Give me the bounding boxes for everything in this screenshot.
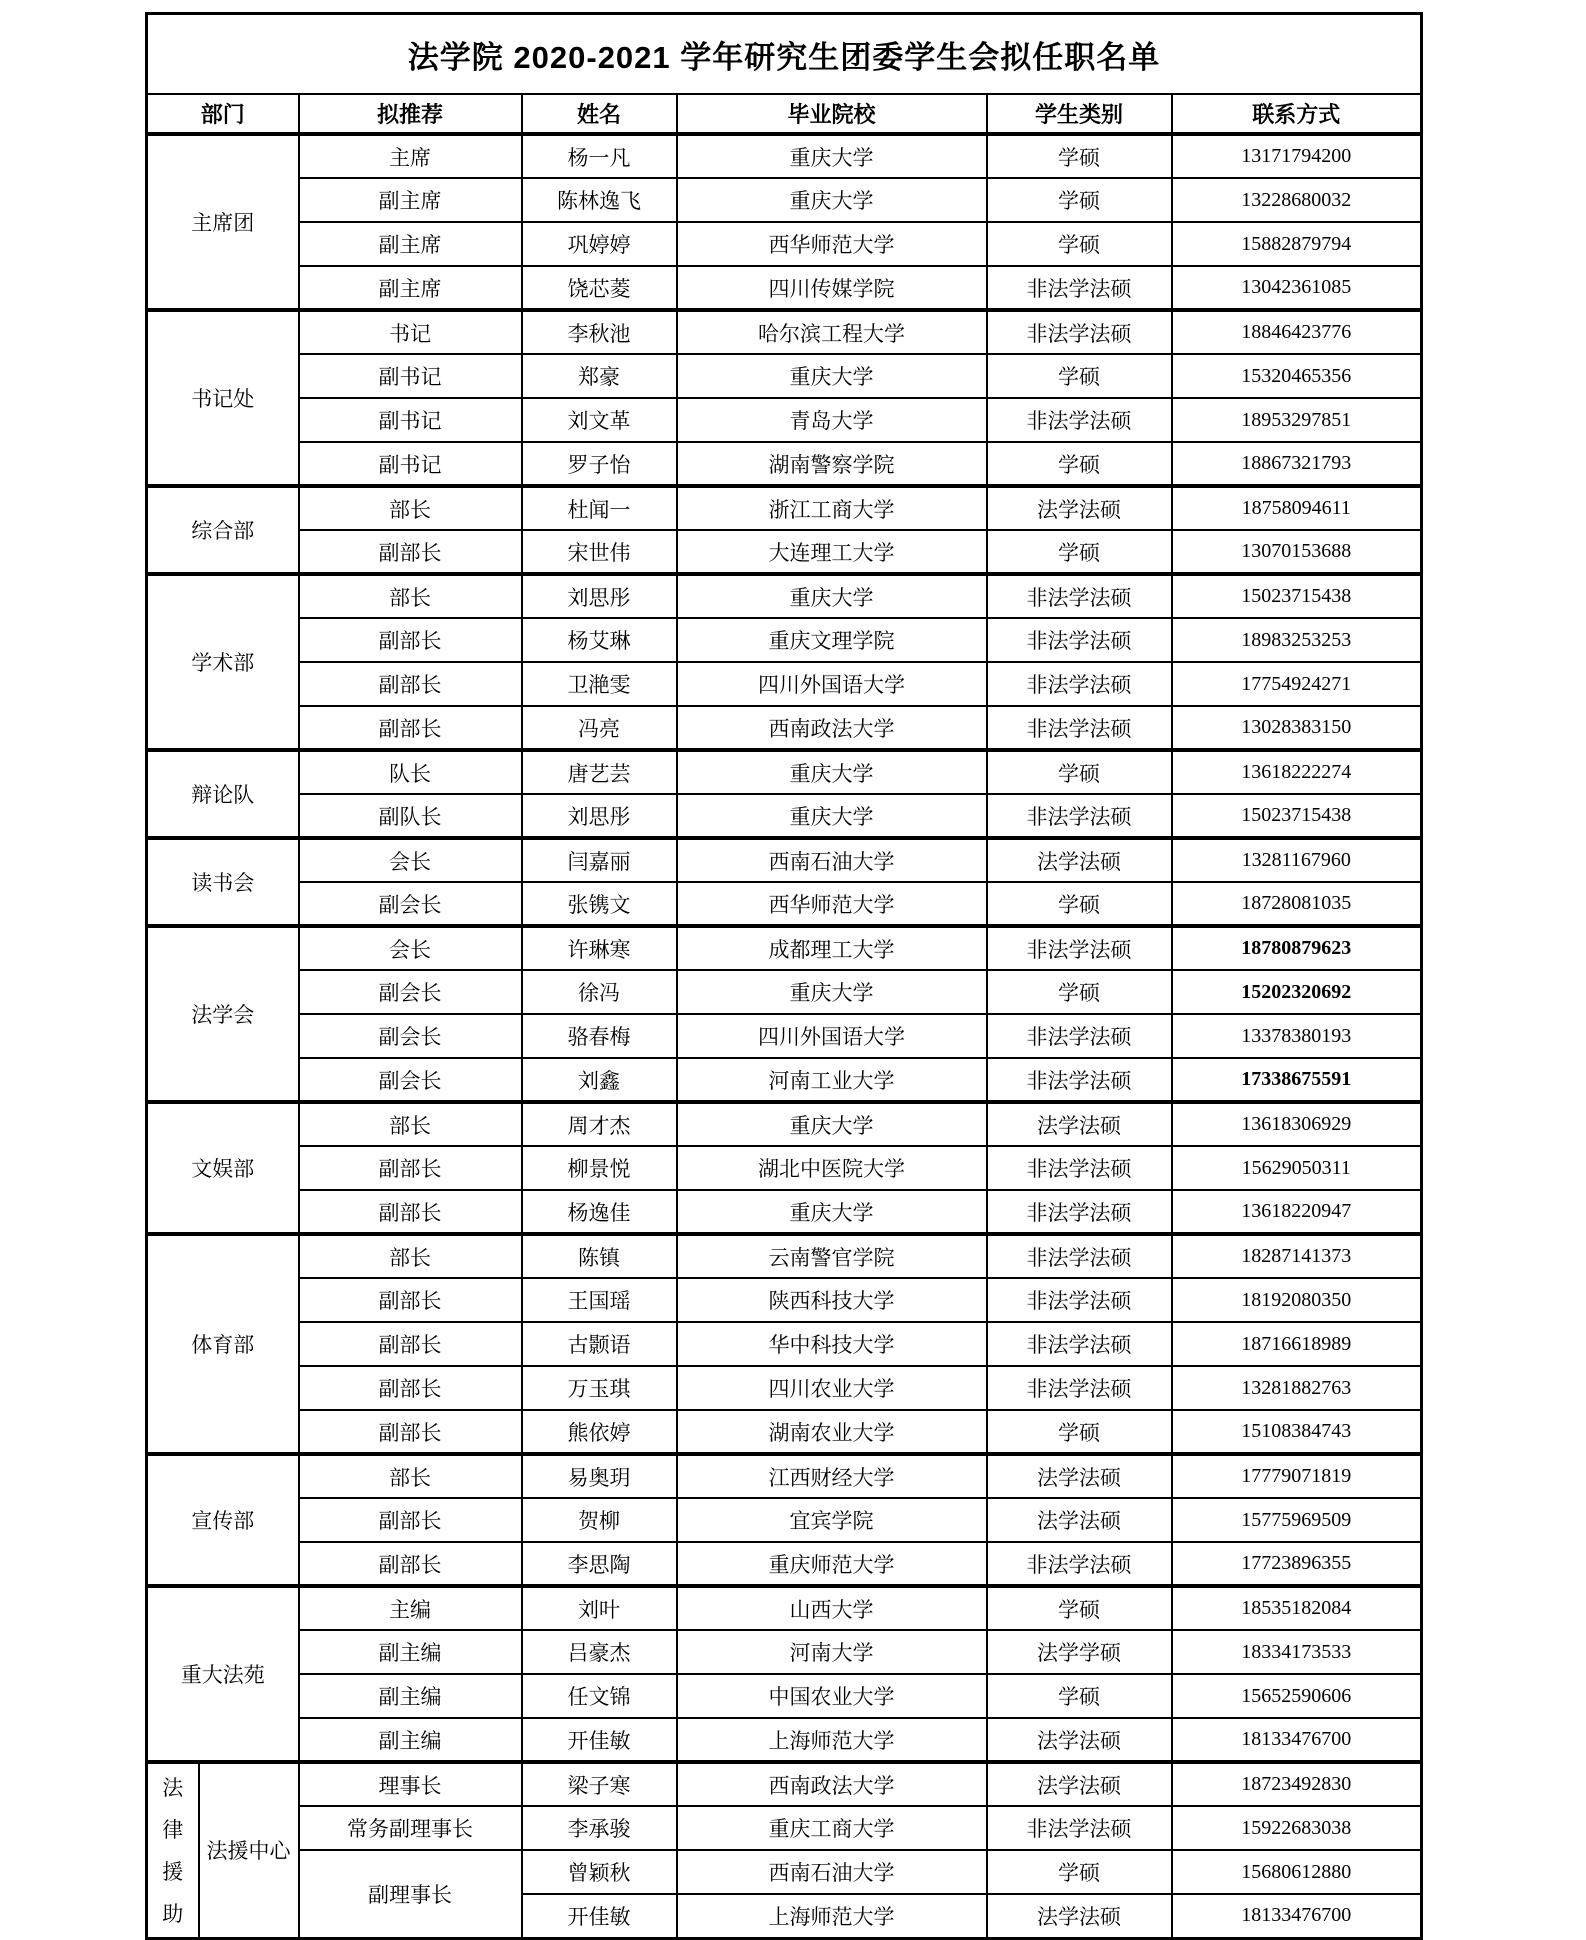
page-title: 法学院 2020-2021 学年研究生团委学生会拟任职名单	[147, 14, 1422, 95]
category-cell: 非法学法硕	[987, 794, 1172, 838]
category-cell: 法学学硕	[987, 1630, 1172, 1674]
category-cell: 非法学法硕	[987, 398, 1172, 442]
category-cell: 学硕	[987, 1410, 1172, 1454]
category-cell: 法学法硕	[987, 1718, 1172, 1762]
position-cell: 副部长	[299, 1146, 522, 1190]
table-row	[147, 706, 1422, 750]
name-cell: 卫滟雯	[522, 662, 677, 706]
table-row	[147, 1278, 1422, 1322]
phone-cell: 18846423776	[1172, 310, 1422, 354]
school-cell: 宜宾学院	[677, 1498, 987, 1542]
category-cell: 学硕	[987, 222, 1172, 266]
table-row	[147, 442, 1422, 486]
phone-cell: 15320465356	[1172, 354, 1422, 398]
phone-cell: 15629050311	[1172, 1146, 1422, 1190]
category-cell: 非法学法硕	[987, 662, 1172, 706]
phone-cell: 15023715438	[1172, 794, 1422, 838]
category-cell: 非法学法硕	[987, 1278, 1172, 1322]
phone-cell: 18983253253	[1172, 618, 1422, 662]
name-cell: 熊依婷	[522, 1410, 677, 1454]
school-cell: 重庆师范大学	[677, 1542, 987, 1586]
table-row	[147, 1498, 1422, 1542]
category-cell: 非法学法硕	[987, 1190, 1172, 1234]
school-cell: 西华师范大学	[677, 222, 987, 266]
category-cell: 非法学法硕	[987, 310, 1172, 354]
school-cell: 西华师范大学	[677, 882, 987, 926]
name-cell: 柳景悦	[522, 1146, 677, 1190]
phone-cell: 13281167960	[1172, 838, 1422, 882]
position-cell: 副部长	[299, 706, 522, 750]
school-cell: 湖北中医院大学	[677, 1146, 987, 1190]
position-cell: 副主席	[299, 266, 522, 310]
position-cell: 副部长	[299, 1190, 522, 1234]
category-cell: 学硕	[987, 1586, 1172, 1630]
phone-cell: 15108384743	[1172, 1410, 1422, 1454]
position-cell: 理事长	[299, 1762, 522, 1806]
position-cell: 常务副理事长	[299, 1806, 522, 1850]
category-cell: 非法学法硕	[987, 618, 1172, 662]
category-cell: 非法学法硕	[987, 926, 1172, 970]
position-cell: 副部长	[299, 1542, 522, 1586]
category-cell: 非法学法硕	[987, 574, 1172, 618]
table-row	[147, 1366, 1422, 1410]
sub-department-label: 法援中心	[199, 1762, 299, 1938]
table-row	[147, 1146, 1422, 1190]
category-cell: 法学法硕	[987, 1102, 1172, 1146]
phone-cell: 15652590606	[1172, 1674, 1422, 1718]
category-cell: 法学法硕	[987, 1894, 1172, 1938]
name-cell: 唐艺芸	[522, 750, 677, 794]
table-row	[147, 750, 1422, 794]
position-cell: 部长	[299, 486, 522, 530]
name-cell: 冯亮	[522, 706, 677, 750]
position-cell: 主编	[299, 1586, 522, 1630]
school-cell: 湖南农业大学	[677, 1410, 987, 1454]
position-cell: 部长	[299, 574, 522, 618]
school-cell: 大连理工大学	[677, 530, 987, 574]
phone-cell: 13618222274	[1172, 750, 1422, 794]
position-cell: 副部长	[299, 1278, 522, 1322]
category-cell: 学硕	[987, 442, 1172, 486]
table-row	[147, 1630, 1422, 1674]
department-label: 重大法苑	[147, 1586, 299, 1762]
department-label: 体育部	[147, 1234, 299, 1454]
phone-cell: 18723492830	[1172, 1762, 1422, 1806]
school-cell: 西南石油大学	[677, 838, 987, 882]
phone-cell: 18780879623	[1172, 926, 1422, 970]
name-cell: 贺柳	[522, 1498, 677, 1542]
table-row	[147, 618, 1422, 662]
phone-cell: 18758094611	[1172, 486, 1422, 530]
department-vertical-label	[147, 1762, 199, 1938]
name-cell: 刘思彤	[522, 794, 677, 838]
department-label: 文娱部	[147, 1102, 299, 1234]
name-cell: 徐冯	[522, 970, 677, 1014]
phone-cell: 13028383150	[1172, 706, 1422, 750]
position-cell: 副书记	[299, 442, 522, 486]
school-cell: 华中科技大学	[677, 1322, 987, 1366]
school-cell: 重庆文理学院	[677, 618, 987, 662]
phone-cell: 13618306929	[1172, 1102, 1422, 1146]
name-cell: 曾颖秋	[522, 1850, 677, 1894]
category-cell: 非法学法硕	[987, 1806, 1172, 1850]
phone-cell: 18535182084	[1172, 1586, 1422, 1630]
department-label: 综合部	[147, 486, 299, 574]
table-row	[147, 266, 1422, 310]
phone-cell: 13042361085	[1172, 266, 1422, 310]
school-cell: 重庆大学	[677, 1190, 987, 1234]
school-cell: 重庆大学	[677, 354, 987, 398]
table-row	[147, 310, 1422, 354]
category-cell: 学硕	[987, 134, 1172, 178]
category-cell: 学硕	[987, 1850, 1172, 1894]
category-cell: 非法学法硕	[987, 1322, 1172, 1366]
table-row	[147, 882, 1422, 926]
col-header-name: 姓名	[522, 94, 677, 134]
col-header-phone: 联系方式	[1172, 94, 1422, 134]
position-cell: 副主席	[299, 222, 522, 266]
category-cell: 非法学法硕	[987, 1058, 1172, 1102]
phone-cell: 13378380193	[1172, 1014, 1422, 1058]
category-cell: 学硕	[987, 970, 1172, 1014]
table-row	[147, 1410, 1422, 1454]
table-row	[147, 662, 1422, 706]
table-row	[147, 1850, 1422, 1894]
phone-cell: 18287141373	[1172, 1234, 1422, 1278]
position-cell: 副部长	[299, 1410, 522, 1454]
phone-cell: 18133476700	[1172, 1894, 1422, 1938]
name-cell: 王国瑶	[522, 1278, 677, 1322]
table-row	[147, 1806, 1422, 1850]
position-cell: 副部长	[299, 1498, 522, 1542]
name-cell: 开佳敏	[522, 1718, 677, 1762]
category-cell: 非法学法硕	[987, 706, 1172, 750]
category-cell: 非法学法硕	[987, 1234, 1172, 1278]
position-cell: 副主编	[299, 1674, 522, 1718]
position-cell: 副主编	[299, 1718, 522, 1762]
department-label: 主席团	[147, 134, 299, 310]
department-label: 宣传部	[147, 1454, 299, 1586]
position-cell: 会长	[299, 926, 522, 970]
phone-cell: 18192080350	[1172, 1278, 1422, 1322]
name-cell: 刘鑫	[522, 1058, 677, 1102]
position-cell: 书记	[299, 310, 522, 354]
name-cell: 万玉琪	[522, 1366, 677, 1410]
phone-cell: 15775969509	[1172, 1498, 1422, 1542]
school-cell: 重庆大学	[677, 1102, 987, 1146]
category-cell: 非法学法硕	[987, 1366, 1172, 1410]
school-cell: 河南工业大学	[677, 1058, 987, 1102]
table-row	[147, 970, 1422, 1014]
school-cell: 重庆大学	[677, 970, 987, 1014]
table-row	[147, 1014, 1422, 1058]
name-cell: 杨一凡	[522, 134, 677, 178]
table-body	[147, 134, 1422, 1938]
title-row	[147, 14, 1422, 95]
table-row	[147, 354, 1422, 398]
name-cell: 郑豪	[522, 354, 677, 398]
category-cell: 非法学法硕	[987, 266, 1172, 310]
name-cell: 易奥玥	[522, 1454, 677, 1498]
school-cell: 湖南警察学院	[677, 442, 987, 486]
name-cell: 吕豪杰	[522, 1630, 677, 1674]
name-cell: 骆春梅	[522, 1014, 677, 1058]
name-cell: 古颢语	[522, 1322, 677, 1366]
phone-cell: 17338675591	[1172, 1058, 1422, 1102]
col-header-category: 学生类别	[987, 94, 1172, 134]
position-cell: 副会长	[299, 1058, 522, 1102]
name-cell: 张镌文	[522, 882, 677, 926]
table-row	[147, 1762, 1422, 1806]
table-row	[147, 926, 1422, 970]
position-cell: 主席	[299, 134, 522, 178]
name-cell: 罗子怡	[522, 442, 677, 486]
table-row	[147, 134, 1422, 178]
category-cell: 学硕	[987, 530, 1172, 574]
category-cell: 法学法硕	[987, 1498, 1172, 1542]
school-cell: 重庆大学	[677, 794, 987, 838]
category-cell: 学硕	[987, 882, 1172, 926]
category-cell: 法学法硕	[987, 1454, 1172, 1498]
position-cell: 副主编	[299, 1630, 522, 1674]
table-row	[147, 1674, 1422, 1718]
school-cell: 西南政法大学	[677, 706, 987, 750]
name-cell: 闫嘉丽	[522, 838, 677, 882]
department-label: 读书会	[147, 838, 299, 926]
phone-cell: 13171794200	[1172, 134, 1422, 178]
phone-cell: 15023715438	[1172, 574, 1422, 618]
col-header-department: 部门	[147, 94, 299, 134]
school-cell: 重庆大学	[677, 178, 987, 222]
name-cell: 杨艾琳	[522, 618, 677, 662]
table-row	[147, 1058, 1422, 1102]
category-cell: 学硕	[987, 178, 1172, 222]
category-cell: 非法学法硕	[987, 1146, 1172, 1190]
school-cell: 四川外国语大学	[677, 662, 987, 706]
position-cell: 副部长	[299, 1322, 522, 1366]
school-cell: 中国农业大学	[677, 1674, 987, 1718]
phone-cell: 13618220947	[1172, 1190, 1422, 1234]
school-cell: 江西财经大学	[677, 1454, 987, 1498]
position-cell: 副书记	[299, 398, 522, 442]
header-row	[147, 94, 1422, 134]
school-cell: 云南警官学院	[677, 1234, 987, 1278]
school-cell: 四川农业大学	[677, 1366, 987, 1410]
phone-cell: 18728081035	[1172, 882, 1422, 926]
school-cell: 上海师范大学	[677, 1718, 987, 1762]
position-cell: 副书记	[299, 354, 522, 398]
appointment-table	[145, 12, 1423, 1940]
name-cell: 陈林逸飞	[522, 178, 677, 222]
table-row	[147, 794, 1422, 838]
school-cell: 浙江工商大学	[677, 486, 987, 530]
department-vertical-text: 法 律 援 助	[162, 1776, 184, 1927]
school-cell: 重庆大学	[677, 134, 987, 178]
name-cell: 开佳敏	[522, 1894, 677, 1938]
department-label: 学术部	[147, 574, 299, 750]
position-cell: 部长	[299, 1102, 522, 1146]
table-row	[147, 178, 1422, 222]
phone-cell: 15882879794	[1172, 222, 1422, 266]
position-cell: 副部长	[299, 1366, 522, 1410]
school-cell: 四川传媒学院	[677, 266, 987, 310]
name-cell: 刘叶	[522, 1586, 677, 1630]
name-cell: 巩婷婷	[522, 222, 677, 266]
school-cell: 西南石油大学	[677, 1850, 987, 1894]
school-cell: 重庆大学	[677, 750, 987, 794]
category-cell: 学硕	[987, 750, 1172, 794]
position-cell: 部长	[299, 1454, 522, 1498]
phone-cell: 18716618989	[1172, 1322, 1422, 1366]
name-cell: 许琳寒	[522, 926, 677, 970]
name-cell: 杜闻一	[522, 486, 677, 530]
phone-cell: 15680612880	[1172, 1850, 1422, 1894]
school-cell: 青岛大学	[677, 398, 987, 442]
category-cell: 法学法硕	[987, 838, 1172, 882]
table-row	[147, 1190, 1422, 1234]
table-row	[147, 398, 1422, 442]
table-row	[147, 838, 1422, 882]
position-cell: 副部长	[299, 662, 522, 706]
table-row	[147, 530, 1422, 574]
phone-cell: 17779071819	[1172, 1454, 1422, 1498]
position-cell: 副部长	[299, 618, 522, 662]
phone-cell: 17754924271	[1172, 662, 1422, 706]
school-cell: 上海师范大学	[677, 1894, 987, 1938]
table-row	[147, 1718, 1422, 1762]
name-cell: 李承骏	[522, 1806, 677, 1850]
phone-cell: 18953297851	[1172, 398, 1422, 442]
school-cell: 四川外国语大学	[677, 1014, 987, 1058]
name-cell: 任文锦	[522, 1674, 677, 1718]
phone-cell: 13281882763	[1172, 1366, 1422, 1410]
department-label: 书记处	[147, 310, 299, 486]
position-cell: 副队长	[299, 794, 522, 838]
table-row	[147, 1322, 1422, 1366]
school-cell: 陕西科技大学	[677, 1278, 987, 1322]
school-cell: 山西大学	[677, 1586, 987, 1630]
name-cell: 宋世伟	[522, 530, 677, 574]
school-cell: 重庆工商大学	[677, 1806, 987, 1850]
name-cell: 杨逸佳	[522, 1190, 677, 1234]
name-cell: 陈镇	[522, 1234, 677, 1278]
position-cell: 会长	[299, 838, 522, 882]
category-cell: 法学法硕	[987, 1762, 1172, 1806]
table-row	[147, 1102, 1422, 1146]
name-cell: 梁子寒	[522, 1762, 677, 1806]
department-label: 法学会	[147, 926, 299, 1102]
name-cell: 李秋池	[522, 310, 677, 354]
phone-cell: 18334173533	[1172, 1630, 1422, 1674]
phone-cell: 13070153688	[1172, 530, 1422, 574]
position-cell: 副会长	[299, 882, 522, 926]
phone-cell: 13228680032	[1172, 178, 1422, 222]
category-cell: 非法学法硕	[987, 1014, 1172, 1058]
table-row	[147, 1542, 1422, 1586]
school-cell: 成都理工大学	[677, 926, 987, 970]
position-cell: 副会长	[299, 1014, 522, 1058]
name-cell: 李思陶	[522, 1542, 677, 1586]
table-row	[147, 1586, 1422, 1630]
position-cell: 部长	[299, 1234, 522, 1278]
school-cell: 重庆大学	[677, 574, 987, 618]
category-cell: 学硕	[987, 1674, 1172, 1718]
category-cell: 法学法硕	[987, 486, 1172, 530]
category-cell: 非法学法硕	[987, 1542, 1172, 1586]
phone-cell: 17723896355	[1172, 1542, 1422, 1586]
position-cell: 队长	[299, 750, 522, 794]
col-header-school: 毕业院校	[677, 94, 987, 134]
table-row	[147, 222, 1422, 266]
position-cell: 副会长	[299, 970, 522, 1014]
school-cell: 哈尔滨工程大学	[677, 310, 987, 354]
table-row	[147, 1234, 1422, 1278]
position-cell: 副主席	[299, 178, 522, 222]
name-cell: 周才杰	[522, 1102, 677, 1146]
school-cell: 河南大学	[677, 1630, 987, 1674]
table-row	[147, 1454, 1422, 1498]
category-cell: 学硕	[987, 354, 1172, 398]
department-label: 辩论队	[147, 750, 299, 838]
name-cell: 刘文革	[522, 398, 677, 442]
phone-cell: 18867321793	[1172, 442, 1422, 486]
phone-cell: 15922683038	[1172, 1806, 1422, 1850]
school-cell: 西南政法大学	[677, 1762, 987, 1806]
name-cell: 刘思彤	[522, 574, 677, 618]
name-cell: 饶芯菱	[522, 266, 677, 310]
phone-cell: 18133476700	[1172, 1718, 1422, 1762]
position-cell: 副理事长	[299, 1850, 522, 1938]
position-cell: 副部长	[299, 530, 522, 574]
col-header-position: 拟推荐	[299, 94, 522, 134]
table-row	[147, 486, 1422, 530]
phone-cell: 15202320692	[1172, 970, 1422, 1014]
table-row	[147, 574, 1422, 618]
